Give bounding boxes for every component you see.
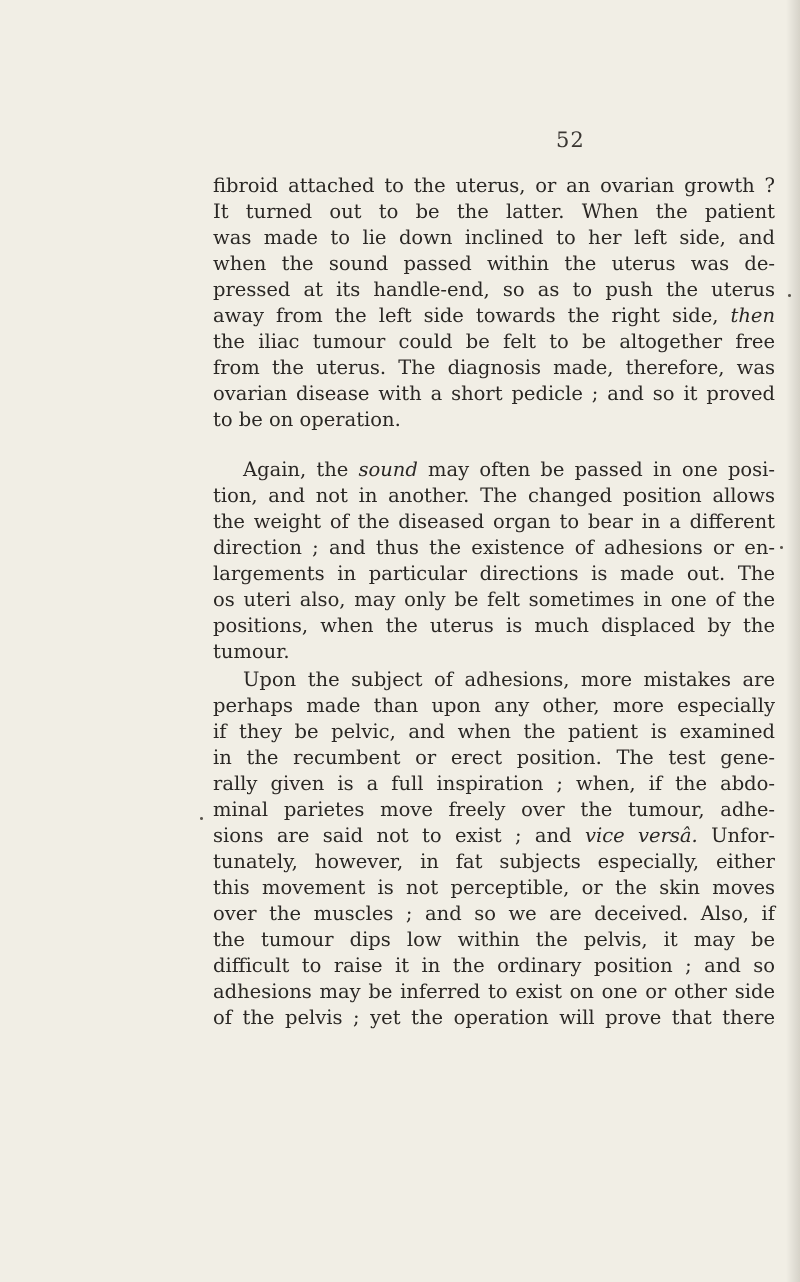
- text-segment: Unfor-: [711, 824, 775, 847]
- text-line: tunately, however, in fat subjects especially, either: [213, 850, 775, 873]
- text-line: pressed at its handle-end, so as to push the uterus: [213, 278, 775, 301]
- text-line: fibroid attached to the uterus, or an ovarian growth ?: [213, 174, 775, 197]
- text-line: in the recumbent or erect position. The test gene-: [213, 746, 775, 769]
- text-line: Upon the subject of adhesions, more mistakes are: [243, 668, 775, 691]
- text-line: rally given is a full inspiration ; when, if the abdo-: [213, 772, 775, 795]
- text-line: [213, 823, 775, 849]
- text-line: [213, 303, 775, 329]
- text-line: to be on operation.: [213, 408, 401, 431]
- ink-speck: [200, 817, 203, 820]
- text-line: direction ; and thus the existence of adhesions or en-: [213, 536, 775, 559]
- text-line: of the pelvis ; yet the operation will prove that there: [213, 1006, 775, 1029]
- ink-speck: [788, 294, 791, 297]
- italic-word: sound: [358, 458, 418, 481]
- page-edge-shadow: [786, 0, 800, 1282]
- text-line: when the sound passed within the uterus was de-: [213, 252, 775, 275]
- text-line: positions, when the uterus is much displaced by the: [213, 614, 775, 637]
- text-line: over the muscles ; and so we are deceived. Also, if: [213, 902, 775, 925]
- text-line: if they be pelvic, and when the patient is examined: [213, 720, 775, 743]
- text-line: the weight of the diseased organ to bear in a different: [213, 510, 775, 533]
- text-segment: Again, the: [243, 458, 349, 481]
- text-line: adhesions may be inferred to exist on one or other side: [213, 980, 775, 1003]
- ink-speck: [780, 546, 783, 549]
- page-number: 52: [556, 128, 585, 152]
- text-line: minal parietes move freely over the tumour, adhe-: [213, 798, 775, 821]
- text-segment: may often be passed in one posi-: [428, 458, 776, 481]
- text-segment: away from the left side towards the right side,: [213, 304, 719, 327]
- text-line: It turned out to be the latter. When the patient: [213, 200, 775, 223]
- text-line: this movement is not perceptible, or the skin moves: [213, 876, 775, 899]
- text-line: the tumour dips low within the pelvis, it may be: [213, 928, 775, 951]
- text-line: [243, 457, 775, 483]
- text-line: os uteri also, may only be felt sometimes in one of the: [213, 588, 775, 611]
- text-line: difficult to raise it in the ordinary position ; and so: [213, 954, 775, 977]
- text-segment: sions are said not to exist ; and: [213, 824, 572, 847]
- italic-word: then: [730, 304, 776, 327]
- text-line: tumour.: [213, 640, 290, 663]
- italic-word: vice versâ.: [584, 824, 698, 847]
- text-line: tion, and not in another. The changed position allows: [213, 484, 775, 507]
- text-line: largements in particular directions is made out. The: [213, 562, 775, 585]
- text-line: ovarian disease with a short pedicle ; and so it proved: [213, 382, 775, 405]
- text-line: perhaps made than upon any other, more especially: [213, 694, 775, 717]
- text-line: was made to lie down inclined to her left side, and: [213, 226, 775, 249]
- text-line: from the uterus. The diagnosis made, therefore, was: [213, 356, 775, 379]
- text-line: the iliac tumour could be felt to be altogether free: [213, 330, 775, 353]
